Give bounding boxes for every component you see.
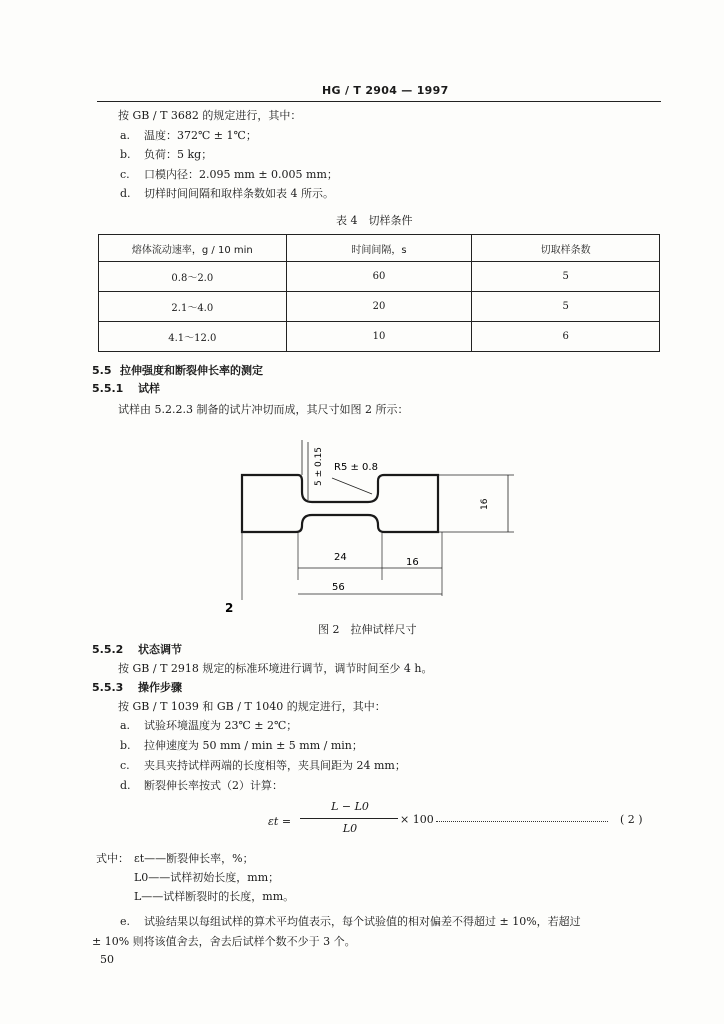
table-cell: 4.1～12.0 xyxy=(99,322,287,352)
dim-radius-label: R5 ± 0.8 xyxy=(334,462,378,473)
dim-width-label: 16 xyxy=(480,498,490,510)
dim-neck-label: 5 ± 0.15 xyxy=(314,446,324,486)
where-def: L0——试样初始长度，mm； xyxy=(134,871,280,884)
list-item: c. 口模内径：2.095 mm ± 0.005 mm； xyxy=(120,168,338,181)
section-heading-5-5: 5.5 拉伸强度和断裂伸长率的测定 xyxy=(92,364,263,377)
table-cell: 6 xyxy=(472,322,660,352)
formula-times: × 100 xyxy=(400,813,434,826)
dim-end-label: 16 xyxy=(406,557,419,568)
where-def: L——试样断裂时的长度，mm。 xyxy=(134,890,295,903)
list-item: d. 切样时间间隔和取样条数如表 4 所示。 xyxy=(120,187,334,200)
cutting-conditions-table xyxy=(98,234,660,352)
item-e-continuation: ± 10% 则将该值舍去，舍去后试样个数不少于 3 个。 xyxy=(92,935,356,948)
specimen-outline xyxy=(242,475,438,532)
formula-number: ( 2 ) xyxy=(620,813,643,826)
figure-caption: 图 2 拉伸试样尺寸 xyxy=(318,623,417,636)
table-caption: 表 4 切样条件 xyxy=(336,214,413,227)
list-item: b. 负荷：5 kg； xyxy=(120,148,213,161)
formula-lhs: εt = xyxy=(268,815,292,828)
dim-narrow-label: 24 xyxy=(334,552,347,563)
table-cell: 10 xyxy=(286,322,472,352)
sec-5-4-intro: 按 GB / T 3682 的规定进行，其中： xyxy=(118,109,302,122)
standard-header: HG / T 2904 — 1997 xyxy=(322,84,449,97)
table-row xyxy=(99,322,660,352)
list-item: a. 温度：372℃ ± 1℃； xyxy=(120,129,257,142)
list-item: c. 夹具夹持试样两端的长度相等，夹具间距为 24 mm； xyxy=(120,759,406,772)
radius-leader xyxy=(332,478,372,494)
dim-total-label: 56 xyxy=(332,582,345,593)
table-header-row xyxy=(99,235,660,262)
table-row xyxy=(99,262,660,292)
header-rule xyxy=(97,101,661,102)
table-cell: 60 xyxy=(286,262,472,292)
thickness-mark: 2 xyxy=(225,601,234,615)
sec-5-5-1-text: 试样由 5.2.2.3 制备的试片冲切而成，其尺寸如图 2 所示： xyxy=(118,403,409,416)
fraction-bar xyxy=(300,818,398,819)
section-heading-5-5-1: 5.5.1 试样 xyxy=(92,382,160,395)
list-item: b. 拉伸速度为 50 mm / min ± 5 mm / min； xyxy=(120,739,363,752)
sec-5-5-3-intro: 按 GB / T 1039 和 GB / T 1040 的规定进行，其中： xyxy=(118,700,386,713)
sec-5-5-2-text: 按 GB / T 2918 规定的标准环境进行调节，调节时间至少 4 h。 xyxy=(118,662,433,675)
table-cell: 5 xyxy=(472,262,660,292)
formula-leader-dots xyxy=(436,821,608,822)
section-heading-5-5-3: 5.5.3 操作步骤 xyxy=(92,681,182,694)
table-cell: 20 xyxy=(286,292,472,322)
table-cell: 2.1～4.0 xyxy=(99,292,287,322)
formula-numerator: L − L0 xyxy=(331,800,369,813)
table-row xyxy=(99,292,660,322)
table-header-cell: 熔体流动速率，g / 10 min xyxy=(99,235,287,262)
list-item: d. 断裂伸长率按式（2）计算： xyxy=(120,779,283,792)
table-cell: 0.8～2.0 xyxy=(99,262,287,292)
table-header-cell: 切取样条数 xyxy=(472,235,660,262)
where-intro: 式中： xyxy=(96,852,129,865)
page-number: 50 xyxy=(100,953,114,966)
formula-denominator: L0 xyxy=(342,822,358,835)
table-cell: 5 xyxy=(472,292,660,322)
where-def: εt——断裂伸长率，%； xyxy=(134,852,254,865)
specimen-figure xyxy=(222,430,532,616)
section-heading-5-5-2: 5.5.2 状态调节 xyxy=(92,643,182,656)
list-item: a. 试验环境温度为 23℃ ± 2℃； xyxy=(120,719,298,732)
table-header-cell: 时间间隔，s xyxy=(286,235,472,262)
list-item: e. 试验结果以每组试样的算术平均值表示，每个试验值的相对偏差不得超过 ± 10%，若超过 xyxy=(120,915,581,928)
